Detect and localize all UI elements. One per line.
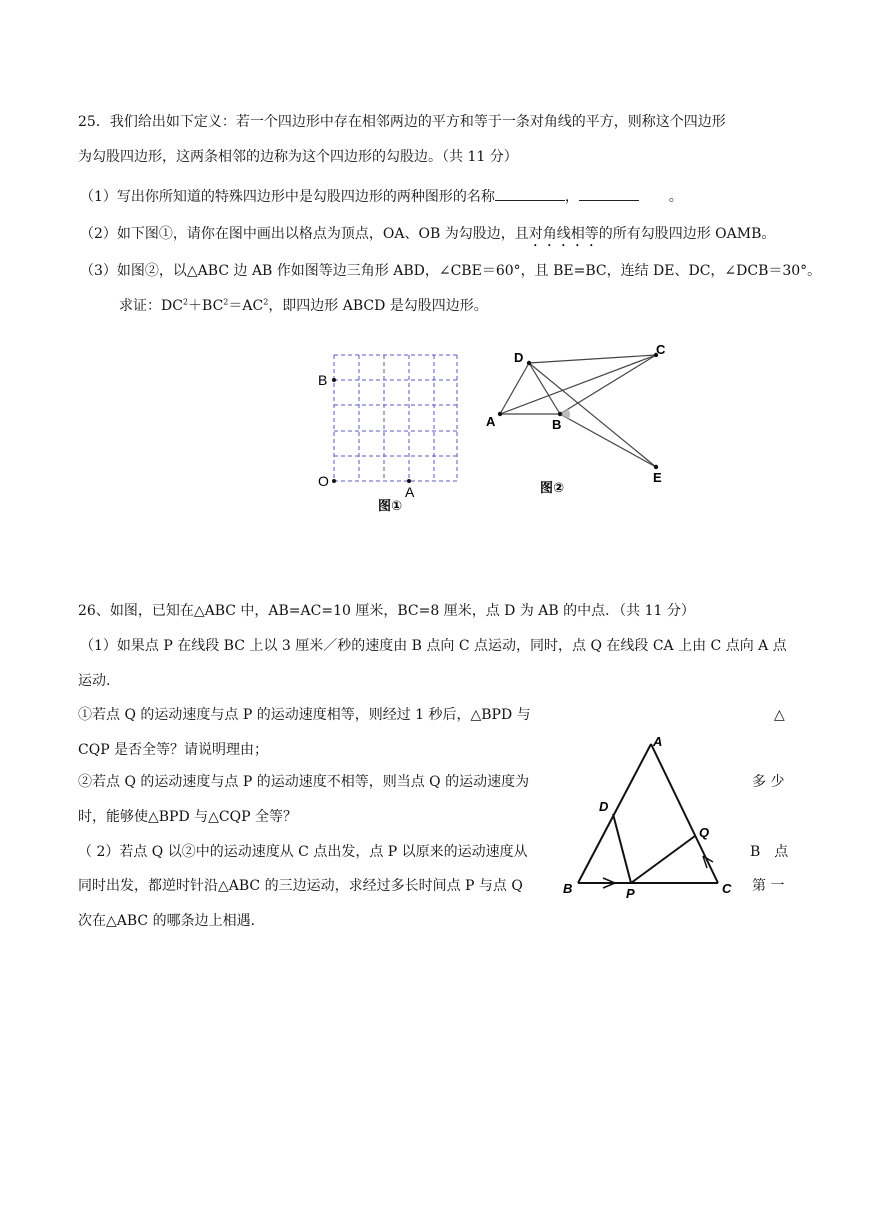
q25-part1-text: （1）写出你所知道的特殊四边形中是勾股四边形的两种图形的名称	[80, 189, 495, 205]
q26-sub1-line2: CQP 是否全等？请说明理由；	[78, 742, 269, 758]
label-q3: Q	[699, 825, 710, 840]
q26-sub2-right: 多 少	[752, 774, 785, 790]
figure-2	[480, 340, 680, 500]
q26-line1: 26、如图，已知在△ABC 中，AB=AC=10 厘米，BC=8 厘米，点 D 为 AB 的中点．（共 11 分）	[78, 603, 695, 619]
figure-q26-triangle	[555, 730, 745, 905]
q26-sub2-line1: ②若点 Q 的运动速度与点 P 的运动速度不相等，则当点 Q 的运动速度为	[78, 774, 530, 790]
q25-line1: 25．我们给出如下定义：若一个四边形中存在相邻两边的平方和等于一条对角线的平方，则称这个四边形	[78, 114, 726, 130]
sup-2-a: 2	[182, 297, 189, 307]
q25-part3: （3）如图②，以△ABC 边 AB 作如图等边三角形 ABD，∠CBE＝60°，且 BE=BC，连结 DE、DC，∠DCB＝30°。	[80, 263, 822, 279]
label-c: C	[656, 342, 666, 357]
q26-sub1-right: △	[774, 707, 785, 723]
label-p3: P	[626, 886, 635, 901]
label-d: D	[514, 350, 524, 365]
sup-2-b: 2	[223, 297, 229, 307]
label-a2: A	[486, 414, 496, 429]
q25-part2-a: （2）如下图①，请你在图中画出以格点为顶点，OA、OB 为勾股边，且	[80, 226, 529, 242]
label-b: B	[318, 372, 328, 388]
figure-2-caption: 图②	[540, 480, 565, 495]
q25-line2: 为勾股四边形，这两条相邻的边称为这个四边形的勾股边。（共 11 分）	[78, 149, 518, 165]
point-a	[407, 479, 411, 483]
q26-part2-line1: （ 2）若点 Q 以②中的运动速度从 C 点出发，点 P 以原来的运动速度从	[78, 844, 528, 860]
q25-part1	[80, 186, 683, 207]
label-o: O	[318, 473, 329, 489]
answer-blank-1[interactable]	[495, 186, 565, 201]
figure-1-caption: 图①	[378, 498, 403, 513]
label-b2: B	[552, 417, 562, 432]
q25-proof	[119, 296, 488, 316]
point-b	[332, 378, 336, 382]
q26-part2-right: B 点	[750, 844, 789, 860]
q25-part2-b: 的所有勾股四边形 OAMB。	[598, 226, 776, 242]
proof-dc: 求证：DC	[119, 298, 183, 314]
proof-ac: ＝AC	[228, 298, 264, 314]
label-d3: D	[599, 799, 609, 814]
q26-part2-line2: 同时出发，都逆时针沿△ABC 的三边运动，求经过多长时间点 P 与点 Q	[78, 878, 523, 894]
label-a3: A	[653, 734, 663, 749]
label-e: E	[653, 470, 662, 485]
q25-part1-end: 。	[668, 189, 683, 205]
label-a: A	[405, 484, 415, 500]
q26-part1-line2: 运动.	[78, 673, 111, 689]
q25-part1-comma: ，	[564, 189, 579, 205]
label-c3: C	[722, 881, 732, 896]
label-b3: B	[563, 881, 573, 896]
q26-sub1-line1: ①若点 Q 的运动速度与点 P 的运动速度相等，则经过 1 秒后，△BPD 与	[78, 707, 531, 723]
proof-end: ，即四边形 ABCD 是勾股四边形。	[268, 298, 488, 314]
q25-part2	[80, 224, 775, 250]
q26-sub2-line2: 时，能够使△BPD 与△CQP 全等？	[78, 809, 297, 825]
q26-part2-right2: 第 一	[752, 878, 785, 894]
proof-bc: ＋BC	[188, 298, 224, 314]
answer-blank-2[interactable]	[579, 186, 639, 201]
q25-part2-dotted: 对角线相等	[528, 226, 599, 242]
q26-part2-line3: 次在△ABC 的哪条边上相遇.	[78, 913, 256, 929]
sup-2-c: 2	[263, 297, 269, 307]
figure-1-grid	[310, 345, 470, 520]
point-o	[332, 479, 336, 483]
q26-part1-line1: （1）如果点 P 在线段 BC 上以 3 厘米／秒的速度由 B 点向 C 点运动，同时，点 Q 在线段 CA 上由 C 点向 A 点	[80, 638, 787, 654]
